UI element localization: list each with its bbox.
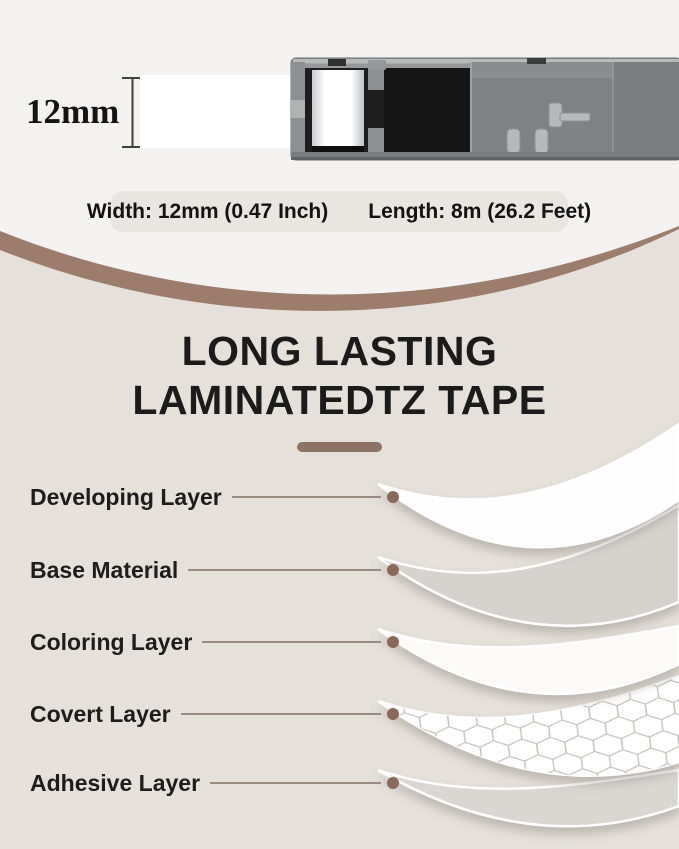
- leader-dot-icon: [387, 564, 399, 576]
- layer-row-covert: [30, 701, 399, 727]
- layer-shape-adhesive: [378, 770, 679, 826]
- ink-window: [384, 68, 470, 152]
- layer-shape-coloring: [378, 626, 679, 694]
- layer-label: Coloring Layer: [30, 628, 193, 655]
- layer-row-developing: [30, 484, 399, 510]
- layer-row-adhesive: [30, 770, 399, 796]
- layer-shape-developing: [378, 424, 679, 547]
- layer-label: Developing Layer: [30, 483, 222, 510]
- top-illustration: [0, 0, 679, 345]
- layer-row-base-material: [30, 557, 399, 583]
- leader-line: [232, 496, 381, 498]
- tape-strip: [140, 75, 300, 148]
- leader-line: [202, 641, 381, 643]
- leader-dot-icon: [387, 636, 399, 648]
- cartridge-illustration: [291, 58, 679, 160]
- specs-pill: [86, 191, 592, 232]
- width-label: 12mm: [26, 92, 120, 131]
- tape-roller: [312, 70, 364, 148]
- layer-row-coloring: [30, 629, 399, 655]
- leader-line: [181, 713, 381, 715]
- leader-line: [210, 782, 381, 784]
- layer-label: Adhesive Layer: [30, 769, 201, 796]
- layer-label: Base Material: [30, 556, 179, 583]
- spec-width: Width: 12mm (0.47 Inch): [86, 199, 329, 223]
- page-title-line2: LAMINATEDTZ TAPE: [132, 377, 547, 423]
- leader-dot-icon: [387, 491, 399, 503]
- spec-length: Length: 8m (26.2 Feet): [368, 199, 592, 223]
- leader-dot-icon: [387, 777, 399, 789]
- leader-line: [188, 569, 381, 571]
- leader-dot-icon: [387, 708, 399, 720]
- layer-label: Covert Layer: [30, 700, 171, 727]
- page-title-line1: LONG LASTING: [181, 328, 498, 374]
